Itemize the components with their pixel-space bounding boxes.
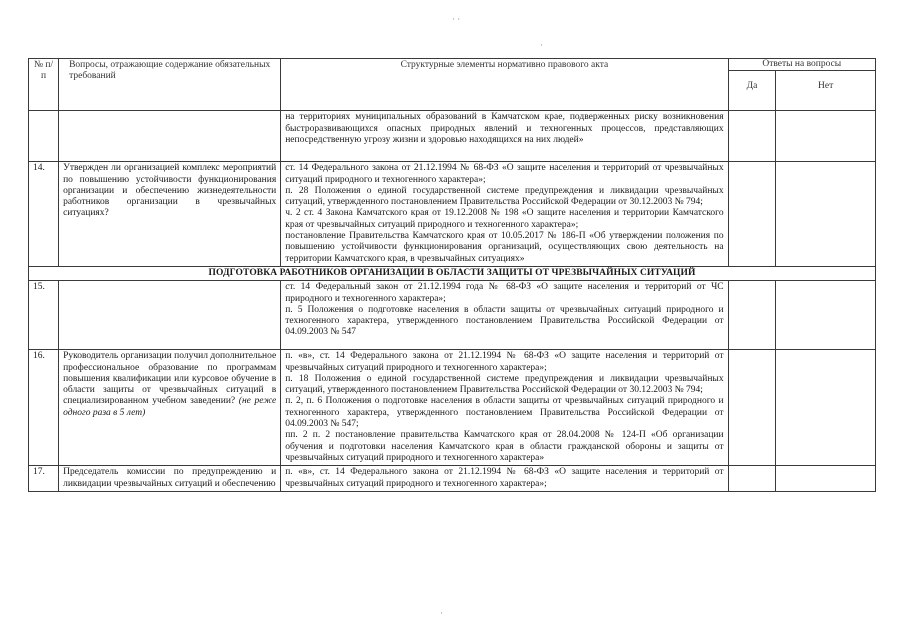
answer-yes-cell[interactable]	[728, 281, 776, 350]
header-answers: Ответы на вопросы	[728, 59, 875, 71]
section-heading-row	[29, 266, 876, 280]
question-text: Руководитель организации получил дополнительное профессиональное образование по программам повышения квалификации или курсовое обучение в области защиты от чрезвычайных ситуаций в специализированном учебном заведении?	[63, 351, 277, 407]
reference-item: постановление Правительства Камчатского края от 10.05.2017 № 186-П «Об утверждении положения по повышению устойчивости функционирования организаций, осуществляющих свою деятельность на территории Камчатского края, в чрезвычайных ситуациях»	[285, 231, 724, 264]
answer-no-cell[interactable]	[776, 162, 876, 267]
header-reference: Структурные элементы нормативно правового акта	[281, 59, 728, 111]
scan-speck: · ·	[452, 14, 461, 24]
header-num: № п/п	[29, 59, 59, 111]
row-question	[59, 281, 281, 350]
table-header-row	[29, 59, 876, 71]
answer-no-cell[interactable]	[776, 350, 876, 466]
row-question: Председатель комиссии по предупреждению и ликвидации чрезвычайных ситуаций и обеспечению	[59, 466, 281, 492]
answer-yes-cell[interactable]	[728, 350, 776, 466]
reference-item: пп. 2 п. 2 постановление правительства Камчатского края от 28.04.2008 № 124-П «Об организации обучения и подготовки населения Камчатского края в области гражданской обороны и защиты от чрезвычайных ситуаций природного и техногенного характера»	[285, 430, 724, 463]
answer-no-cell[interactable]	[776, 281, 876, 350]
reference-item: ч. 2 ст. 4 Закона Камчатского края от 19.12.2008 № 198 «О защите населения и территории Камчатского края от чрезвычайных ситуаций природного и техногенного характера»;	[285, 208, 724, 230]
reference-item: п. 18 Положения о единой государственной системе предупреждения и ликвидации чрезвычайных ситуаций, утвержденного постановлением Правительства Российской Федерации от 30.12.2003 № 794;	[285, 373, 724, 396]
header-yes: Да	[728, 71, 776, 111]
scan-speck: ·	[440, 608, 443, 618]
row-num	[29, 111, 59, 162]
reference-item: ст. 14 Федерального закона от 21.12.1994 № 68-ФЗ «О защите населения и территорий от чрезвычайных ситуаций природного и техногенного характера»;	[285, 163, 724, 185]
reference-item: ст. 14 Федеральный закон от 21.12.1994 года № 68-ФЗ «О защите населения и территорий от ЧС природного и техногенного характера»;	[285, 282, 724, 304]
reference-item: п. 28 Положения о единой государственной системе предупреждения и ликвидации чрезвычайных ситуаций, утвержденного постановлением Правительства Российской Федерации от 30.12.2003 № 794;	[285, 185, 724, 208]
header-no: Нет	[776, 71, 876, 111]
table-row	[29, 281, 876, 350]
requirements-table	[28, 58, 876, 492]
row-num: 16.	[29, 350, 59, 466]
header-question: Вопросы, отражающие содержание обязательных требований	[59, 59, 281, 111]
answer-yes-cell[interactable]	[728, 466, 776, 492]
table-row	[29, 466, 876, 492]
section-heading: ПОДГОТОВКА РАБОТНИКОВ ОРГАНИЗАЦИИ В ОБЛАСТИ ЗАЩИТЫ ОТ ЧРЕЗВЫЧАЙНЫХ СИТУАЦИЙ	[29, 266, 876, 280]
row-reference: на территориях муниципальных образований в Камчатском крае, подверженных риску возникновения быстроразвивающихся опасных природных явлений и техногенных процессов, представляющих непосредственную угрозу жизни и здоровью находящихся на них людей»	[281, 111, 728, 162]
table-row	[29, 111, 876, 162]
row-num: 14.	[29, 162, 59, 267]
reference-item: п. «в», ст. 14 Федерального закона от 21.12.1994 № 68-ФЗ «О защите населения и территорий от чрезвычайных ситуаций природного и техногенного характера»;	[285, 351, 724, 373]
reference-item: п. 5 Положения о подготовке населения в области защиты от чрезвычайных ситуаций природного и техногенного характера, утвержденного постановлением Правительства Российской Федерации от 04.09.2003 № 547	[285, 304, 724, 338]
row-reference: п. «в», ст. 14 Федерального закона от 21.12.1994 № 68-ФЗ «О защите населения и территорий от чрезвычайных ситуаций природного и техногенного характера»;	[281, 466, 728, 492]
row-question	[59, 350, 281, 466]
scan-speck: ·	[540, 40, 543, 50]
row-question	[59, 111, 281, 162]
row-reference	[281, 281, 728, 350]
row-question: Утвержден ли организацией комплекс мероприятий по повышению устойчивости функционирования организации и обеспечению жизнедеятельности работников организации в чрезвычайных ситуациях?	[59, 162, 281, 267]
table-row	[29, 162, 876, 267]
row-num: 15.	[29, 281, 59, 350]
answer-yes-cell[interactable]	[728, 111, 776, 162]
row-num: 17.	[29, 466, 59, 492]
row-reference	[281, 350, 728, 466]
question-note: (не реже одного раза в 5 лет)	[63, 396, 277, 418]
answer-no-cell[interactable]	[776, 466, 876, 492]
reference-item: п. 2, п. 6 Положения о подготовке населения в области защиты от чрезвычайных ситуаций природного и техногенного характера, утвержденного постановлением Правительства Российской Федерации от 04.09.2003 № 547;	[285, 396, 724, 430]
answer-yes-cell[interactable]	[728, 162, 776, 267]
answer-no-cell[interactable]	[776, 111, 876, 162]
table-row	[29, 350, 876, 466]
row-reference	[281, 162, 728, 267]
